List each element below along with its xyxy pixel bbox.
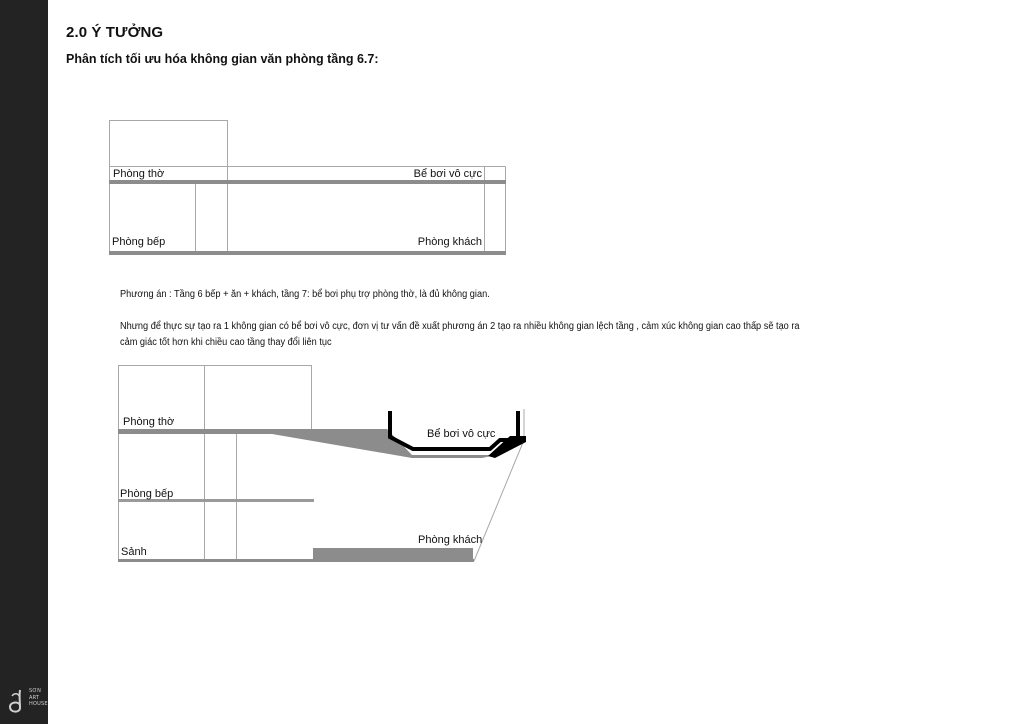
logo-mark-icon (6, 688, 28, 714)
logo-line: HOUSE (29, 701, 48, 707)
lower-floor-slab (109, 251, 506, 255)
label-kitchen: Phòng bếp (112, 236, 166, 248)
logo-line: ART (29, 694, 40, 701)
brand-logo (4, 686, 46, 716)
diagram-1-outlines (110, 121, 506, 255)
section-title: 2.0 Ý TƯỞNG (66, 24, 164, 41)
sidebar (0, 0, 48, 724)
lobby-floor-slab (118, 559, 474, 562)
label-infinity-pool: Bể bơi vô cực (413, 168, 482, 180)
proposal-description: Nhưng để thực sự tạo ra 1 không gian có bể bơi vô cực, đơn vị tư vấn đề xuất phương án 2 tạo ra nhiều không gian lệch tầng , cảm xúc không gian cao thấp sẽ tạo ra cảm giác tốt hơn khi chiều cao tầng thay đổi liên tục (120, 321, 800, 348)
label-lobby: Sảnh (121, 546, 147, 558)
label-kitchen: Phòng bếp (120, 488, 174, 500)
diagram-2-outlines (119, 366, 525, 563)
section-diagram-option-1 (105, 115, 515, 263)
option-description: Phương án : Tầng 6 bếp + ăn + khách, tầng 7: bể bơi phụ trợ phòng thờ, là đủ không gian. (120, 289, 490, 300)
living-room-raised-floor (313, 548, 473, 560)
label-altar-room: Phòng thờ (123, 416, 175, 428)
section-diagram-option-2 (112, 360, 532, 568)
label-living-room: Phòng khách (418, 534, 483, 546)
label-altar-room: Phòng thờ (113, 168, 165, 180)
logo-text (29, 688, 47, 708)
page-subtitle: Phân tích tối ưu hóa không gian văn phòng tầng 6.7: (66, 52, 379, 66)
label-living-room: Phòng khách (417, 236, 482, 248)
upper-floor-slab (109, 180, 506, 184)
logo-line: SƠN (29, 688, 42, 694)
label-infinity-pool: Bể bơi vô cực (427, 428, 496, 440)
